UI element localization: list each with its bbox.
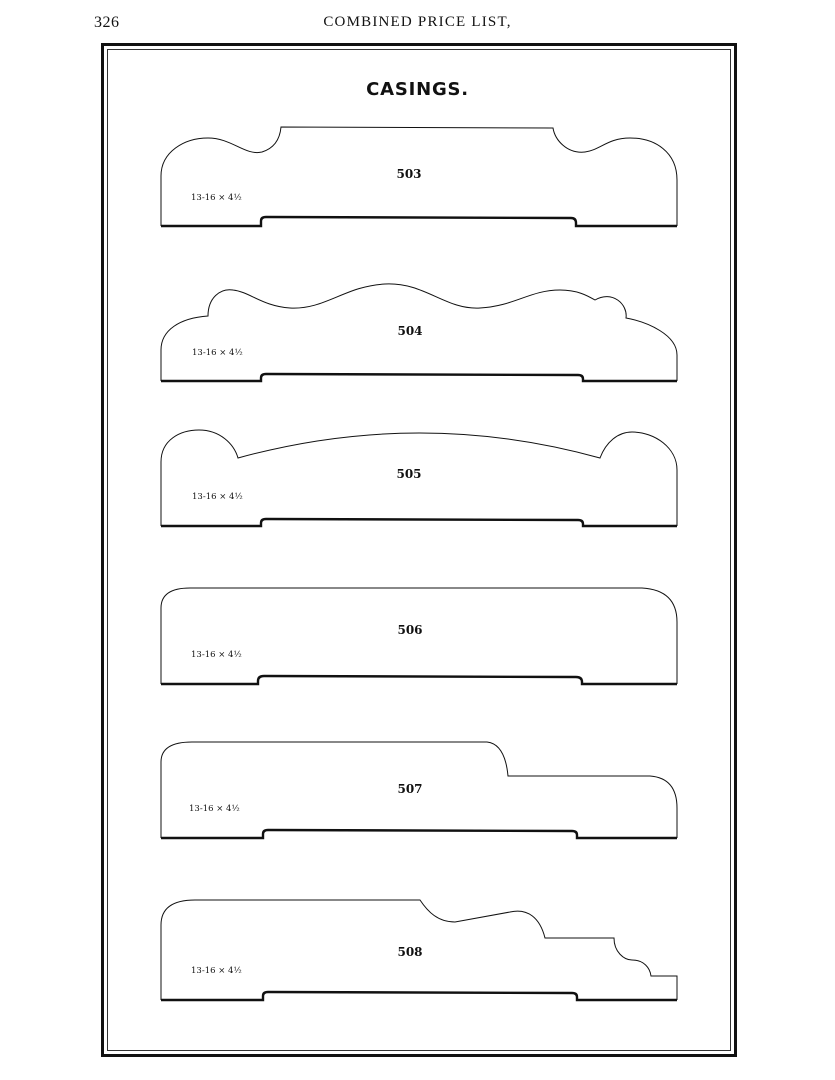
casing-profile-505-back [161,519,677,526]
moulding-number: 503 [396,167,422,181]
casing-profile-506-back [161,676,677,684]
running-title: COMBINED PRICE LIST, [323,14,512,30]
casing-profile-504-back [161,374,677,381]
moulding-506 [161,588,677,684]
casing-profile-508-back [161,992,677,1000]
moulding-508 [161,900,677,1000]
casing-profile-503-back [161,217,677,226]
moulding-number: 505 [396,467,422,481]
moulding-size: 13-16 × 4½ [192,492,243,502]
moulding-number: 504 [397,324,423,338]
moulding-number: 506 [397,623,423,637]
moulding-size: 13-16 × 4½ [191,650,242,660]
moulding-size: 13-16 × 4½ [191,193,242,203]
section-title: CASINGS. [366,79,469,100]
moulding-504 [161,284,677,381]
moulding-number: 508 [397,945,423,959]
moulding-size: 13-16 × 4½ [191,966,242,976]
moulding-size: 13-16 × 4½ [192,348,243,358]
moulding-505 [161,430,677,526]
page-number: 326 [94,14,120,31]
moulding-size: 13-16 × 4½ [189,804,240,814]
casing-profile-507-back [161,830,677,838]
moulding-507 [161,742,677,838]
moulding-number: 507 [397,782,423,796]
moulding-503 [161,127,677,226]
